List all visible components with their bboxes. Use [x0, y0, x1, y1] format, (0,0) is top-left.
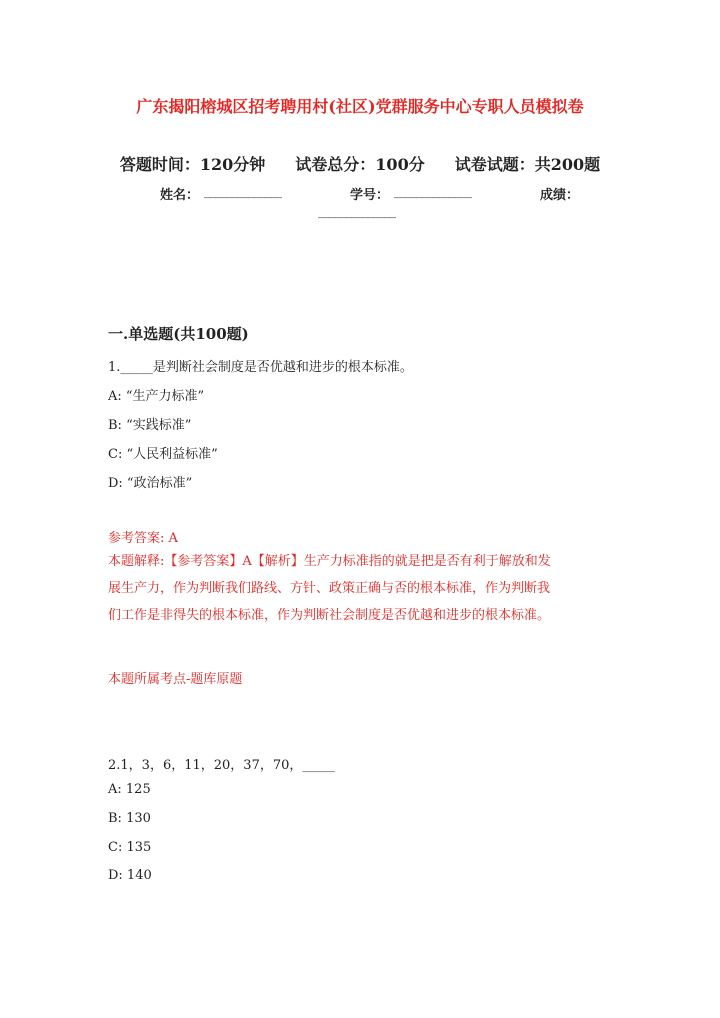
question-2-option-a: A: 125 — [108, 782, 151, 797]
name-label: 姓名： — [160, 188, 200, 203]
exam-info — [0, 152, 720, 175]
question-1-option-b: B: “实践标准” — [108, 418, 192, 433]
question-2-option-b: B: 130 — [108, 811, 151, 826]
explanation-line: 本题解释:【参考答案】A【解析】生产力标准指的就是把是否有利于解放和发 — [108, 554, 551, 569]
explanation-line: 们工作是非得失的根本标准，作为判断社会制度是否优越和进步的根本标准。 — [108, 608, 551, 623]
exam-time: 答题时间：120分钟 — [119, 155, 266, 174]
question-1-answer: 参考答案: A — [108, 531, 178, 546]
question-1-stem: 1._____是判断社会制度是否优越和进步的根本标准。 — [108, 360, 413, 375]
student-id-label: 学号： — [350, 188, 390, 203]
student-id-blank: ______________ — [394, 184, 471, 199]
question-1-option-a: A: “生产力标准” — [108, 389, 205, 404]
explanation-line: 展生产力，作为判断我们路线、方针、政策正确与否的根本标准，作为判断我 — [108, 581, 551, 596]
question-2-option-c: C: 135 — [108, 840, 152, 855]
question-2-stem: 2.1，3，6，11，20，37，70，_____ — [108, 758, 335, 773]
exam-question-count: 试卷试题：共200题 — [454, 155, 601, 174]
question-1-explanation — [108, 548, 608, 629]
question-1-option-c: C: “人民利益标准” — [108, 447, 218, 462]
question-1-source: 本题所属考点-题库原题 — [108, 672, 243, 687]
grade-label: 成绩： — [540, 188, 580, 203]
exam-title: 广东揭阳榕城区招考聘用村(社区)党群服务中心专职人员模拟卷 — [136, 97, 584, 116]
name-blank: ______________ — [204, 184, 281, 199]
question-2-option-d: D: 140 — [108, 868, 152, 883]
grade-blank: ______________ — [318, 204, 395, 219]
exam-total-score: 试卷总分：100分 — [295, 155, 425, 174]
section-title: 一.单选题(共100题) — [108, 325, 249, 343]
question-1-option-d: D: “政治标准” — [108, 476, 193, 491]
